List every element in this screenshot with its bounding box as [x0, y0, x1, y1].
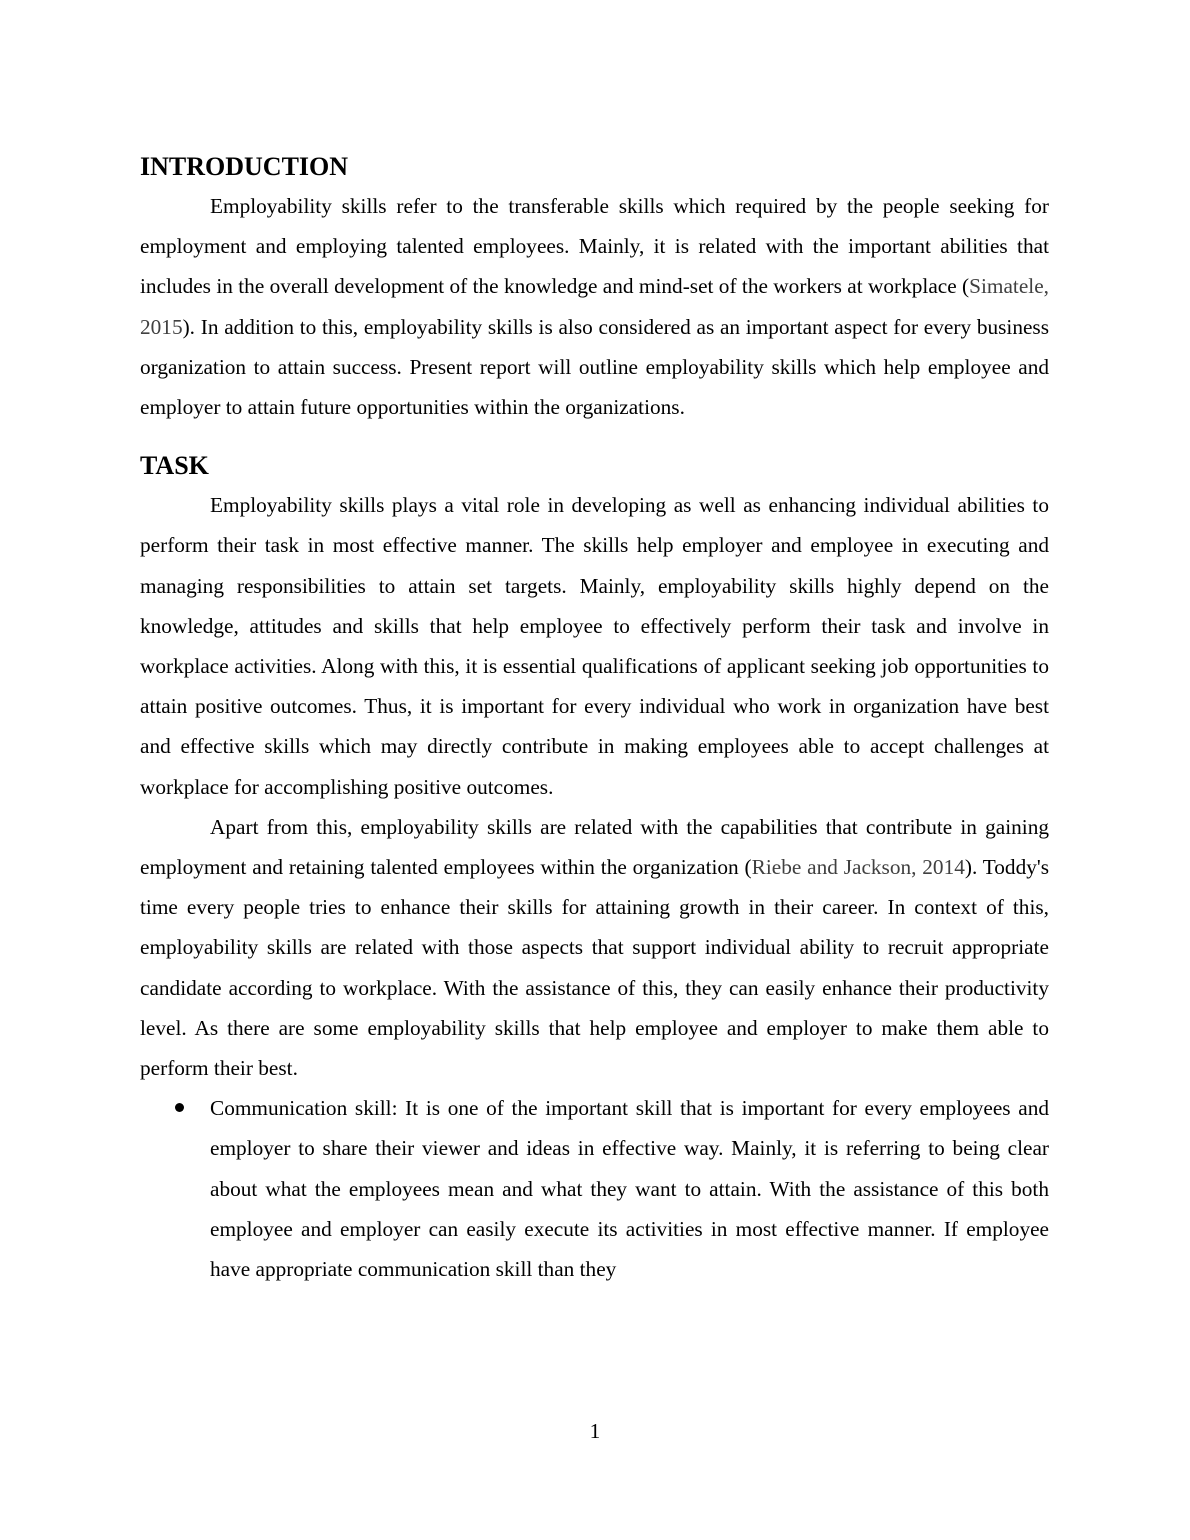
citation: Riebe and Jackson, 2014 — [751, 855, 965, 880]
task-paragraph-2 — [140, 807, 1049, 1088]
paragraph-text: Apart from this, employability skills are related with the capabilities that contribute in gaining employment and retaining talented employees within the organization ( — [140, 814, 1049, 880]
paragraph-text: ). Toddy's time every people tries to enhance their skills for attaining growth in their career. In context of this, employability skills are related with those aspects that support individual ability to recruit appropriate candidate according to workplace. With the assistance of this, they can easily enhance their productivity level. As there are some employability skills that help employee and employer to make them able to perform their best. — [140, 855, 1049, 1081]
list-item-text: Communication skill: It is one of the important skill that is important for every employees and employer to share their viewer and ideas in effective way. Mainly, it is referring to being clear about what the employees mean and what they want to attain. With the assistance of this both employee and employer can easily execute its activities in most effective manner. If employee have appropriate communication skill than they — [210, 1096, 1049, 1282]
introduction-heading: INTRODUCTION — [140, 152, 349, 181]
introduction-paragraph — [140, 186, 1049, 427]
skills-bullet-list — [140, 1088, 1049, 1289]
bullet-icon — [175, 1103, 184, 1112]
page-number: 1 — [589, 1419, 601, 1443]
task-heading: TASK — [140, 451, 209, 481]
list-item — [140, 1088, 1049, 1289]
task-paragraph-1: Employability skills plays a vital role in developing as well as enhancing individual abilities to perform their task in most effective manner. The skills help employer and employee in executing and managing responsibilities to attain set targets. Mainly, employability skills highly depend on the knowledge, attitudes and skills that help employee to effectively perform their task and involve in workplace activities. Along with this, it is essential qualifications of applicant seeking job opportunities to attain positive outcomes. Thus, it is important for every individual who work in organization have best and effective skills which may directly contribute in making employees able to accept challenges at workplace for accomplishing positive outcomes. — [140, 493, 1049, 799]
paragraph-text: ). In addition to this, employability skills is also considered as an important aspect for every business organization to attain success. Present report will outline employability skills which help employee and employer to attain future opportunities within the organizations. — [140, 314, 1049, 420]
citation: Simatele, 2015 — [140, 274, 1049, 339]
document-body — [140, 150, 1049, 1289]
paragraph-text: Employability skills refer to the transferable skills which required by the people seeking for employment and employing talented employees. Mainly, it is related with the important abilities that includes in the overall development of the knowledge and mind-set of the workers at workplace ( — [140, 194, 1049, 299]
